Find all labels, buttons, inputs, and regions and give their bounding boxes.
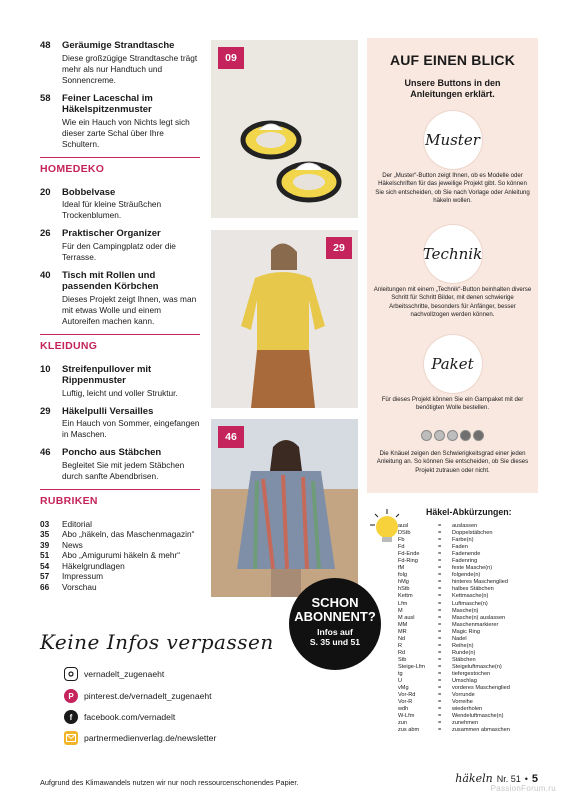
paket-button-icon bbox=[424, 335, 482, 393]
toc-title: Praktischer Organizer bbox=[62, 228, 161, 239]
abo-line: SCHON bbox=[311, 595, 359, 610]
toc-title: Poncho aus Stäbchen bbox=[62, 447, 162, 458]
abbreviation-equals: = bbox=[438, 699, 442, 706]
abbreviation-equals: = bbox=[438, 649, 442, 656]
abbreviation-meaning: folgende(n) bbox=[452, 572, 481, 579]
technik-label: Technik bbox=[422, 245, 483, 263]
abbreviation-meaning: Kettmasche(n) bbox=[452, 593, 489, 600]
toc-page-number: 46 bbox=[40, 447, 51, 458]
abbreviation-equals: = bbox=[438, 614, 442, 621]
abbreviation-equals: = bbox=[438, 678, 442, 685]
abbreviation-key: W-Lfm bbox=[398, 713, 415, 720]
pinterest-link[interactable] bbox=[64, 689, 264, 703]
yarn-ball-icon bbox=[447, 430, 458, 441]
abbreviation-key: Stb bbox=[398, 656, 407, 663]
yarn-ball-icon bbox=[460, 430, 471, 441]
abbreviation-row bbox=[398, 713, 538, 720]
rubric-label: Häkelgrundlagen bbox=[62, 560, 125, 571]
muster-label: Muster bbox=[425, 131, 480, 149]
toc-description: Dieses Projekt zeigt Ihnen, was man mit etwas Wolle und einem Autoreifen machen kann. bbox=[62, 293, 197, 326]
abbreviation-meaning: Masche(n) bbox=[452, 607, 479, 614]
abbreviation-meaning: Farbe(n) bbox=[452, 537, 474, 544]
abbreviation-equals: = bbox=[438, 579, 442, 586]
rubric-label: Editorial bbox=[62, 518, 92, 529]
abbreviation-row bbox=[398, 593, 538, 600]
abbreviations-list bbox=[398, 523, 538, 734]
abbreviation-key: hStb bbox=[398, 586, 410, 593]
rubric-label: News bbox=[62, 539, 83, 550]
rubric-page-number: 57 bbox=[40, 571, 50, 581]
social-heading: Keine Infos verpassen bbox=[40, 630, 274, 654]
technik-button-icon bbox=[424, 225, 482, 283]
abbreviation-row bbox=[398, 579, 538, 586]
rubric-item[interactable] bbox=[40, 529, 200, 540]
abbreviation-equals: = bbox=[438, 544, 442, 551]
abo-line: S. 35 und 51 bbox=[309, 637, 361, 647]
toc-title: Streifenpullover mit Rippenmuster bbox=[62, 363, 152, 386]
abbreviation-row bbox=[398, 601, 538, 608]
abbreviation-meaning: auslassen bbox=[452, 523, 478, 529]
abbreviation-equals: = bbox=[438, 586, 442, 593]
abbreviation-equals: = bbox=[438, 628, 442, 635]
abbreviation-meaning: Maschenmarkierer bbox=[452, 621, 499, 628]
facebook-url: facebook.com/vernadelt bbox=[84, 712, 176, 722]
rubric-label: Vorschau bbox=[62, 581, 97, 592]
abbreviation-row bbox=[398, 586, 538, 593]
abbreviation-row bbox=[398, 720, 538, 727]
abbreviation-meaning: Masche(n) auslassen bbox=[452, 614, 506, 621]
abbreviation-meaning: zusammen abmaschen bbox=[452, 727, 510, 734]
toc-title: Bobbelvase bbox=[62, 186, 116, 198]
abbreviation-meaning: tiefergestochen bbox=[452, 670, 491, 677]
toc-description: Wie ein Hauch von Nichts legt sich dieser zarte Schal über Ihre Schultern. bbox=[62, 116, 190, 149]
abbreviation-equals: = bbox=[438, 600, 442, 607]
page-badge: 46 bbox=[218, 426, 244, 448]
abbreviation-equals: = bbox=[438, 656, 442, 663]
abbreviation-meaning: Doppelstäbchen bbox=[452, 530, 493, 537]
toc-page-number: 40 bbox=[40, 269, 51, 281]
abbreviation-meaning: Magic Ring bbox=[452, 628, 480, 635]
abbreviation-row bbox=[398, 530, 538, 537]
abbreviation-equals: = bbox=[438, 720, 442, 727]
abbreviation-equals: = bbox=[438, 663, 442, 670]
subscription-badge[interactable] bbox=[289, 578, 381, 670]
abbreviation-equals: = bbox=[438, 642, 442, 649]
paket-label: Paket bbox=[431, 355, 474, 373]
abbreviation-key: Vor-Rd bbox=[398, 692, 416, 699]
abbreviation-meaning: vorderes Maschenglied bbox=[452, 685, 510, 692]
abbreviation-key: tg bbox=[398, 670, 403, 677]
abbreviation-key: M bbox=[398, 607, 403, 614]
toc-item[interactable] bbox=[40, 187, 200, 222]
toc-description: Diese großzügige Strandtasche trägt mehr als nur Handtuch und Sonnencreme. bbox=[62, 52, 198, 85]
abbreviation-meaning: Vorreihe bbox=[452, 699, 473, 706]
page-badge: 29 bbox=[326, 237, 352, 259]
info-box-subtitle-line: Unsere Buttons in den bbox=[404, 78, 501, 88]
abbreviation-key: wdh bbox=[398, 706, 409, 713]
newsletter-url: partnermedienverlag.de/newsletter bbox=[84, 733, 217, 743]
abbreviation-row bbox=[398, 706, 538, 713]
abbreviation-meaning: Fadenende bbox=[452, 551, 481, 558]
abbreviation-equals: = bbox=[438, 523, 442, 529]
page-number: 5 bbox=[531, 773, 538, 785]
rubric-page-number: 54 bbox=[40, 560, 50, 571]
newsletter-link[interactable] bbox=[64, 731, 264, 745]
info-box-subtitle-line: Anleitungen erklärt. bbox=[410, 89, 495, 99]
section-heading-rubriken: RUBRIKEN bbox=[40, 489, 200, 511]
abbreviation-key: U bbox=[398, 678, 403, 685]
abbreviation-row bbox=[398, 643, 538, 650]
abbreviation-meaning: Umschlag bbox=[452, 678, 477, 685]
abbreviation-key: zus abm bbox=[398, 727, 420, 734]
rubric-item[interactable] bbox=[40, 571, 200, 582]
toc-item[interactable] bbox=[40, 406, 200, 441]
toc-description: Für den Campingplatz oder die Terrasse. bbox=[62, 240, 176, 262]
section-heading-kleidung: KLEIDUNG bbox=[40, 334, 200, 356]
instagram-handle: vernadelt_zugenaeht bbox=[84, 669, 165, 679]
rubric-page-number: 66 bbox=[40, 581, 50, 592]
toc-item[interactable] bbox=[40, 228, 200, 263]
photo-baby-sandals[interactable] bbox=[211, 40, 358, 218]
abbreviation-key: zun bbox=[398, 720, 408, 727]
abbreviation-row bbox=[398, 692, 538, 699]
toc-description: Ein Hauch von Sommer, eingefangen in Maschen. bbox=[62, 418, 200, 439]
abbreviation-key: M ausl bbox=[398, 614, 415, 621]
abbreviation-key: Fd-Ende bbox=[398, 551, 420, 558]
abbreviation-meaning: Steigeluftmasche(n) bbox=[452, 663, 502, 670]
toc-description: Luftig, leicht und voller Struktur. bbox=[62, 387, 178, 398]
abbreviation-equals: = bbox=[438, 635, 442, 642]
info-box-subtitle bbox=[367, 78, 538, 100]
abbreviation-meaning: Runde(n) bbox=[452, 649, 476, 656]
abbreviation-row bbox=[398, 664, 538, 671]
abbreviation-key: Kettm bbox=[398, 593, 413, 600]
paket-explanation: Für dieses Projekt können Sie ein Garnpaket mit der benötigten Wolle bestellen. bbox=[381, 396, 524, 412]
abbreviation-row bbox=[398, 727, 538, 734]
abbreviation-equals: = bbox=[438, 558, 442, 565]
info-box-title: AUF EINEN BLICK bbox=[389, 52, 516, 68]
rubric-item[interactable] bbox=[40, 561, 200, 572]
abbreviation-row bbox=[398, 699, 538, 706]
technik-explanation: Anleitungen mit einem „Technik“-Button beinhalten diverse Schritt für Schritt Bilder, mit denen schwierige Arbeitsschritte, besonders für Anfänger, besser nachvollzogen werden können. bbox=[373, 286, 532, 318]
muster-button-icon bbox=[424, 111, 482, 169]
muster-explanation: Der „Muster“-Button zeigt Ihnen, ob es Modelle oder Häkelschriften für das jeweilige Projekt gibt. So können Sie sich entscheiden, ob Sie nach Vorlage oder Anleitung häkeln wollen. bbox=[375, 172, 530, 204]
photo-yellow-sweater[interactable] bbox=[211, 230, 358, 408]
toc-page-number: 26 bbox=[40, 228, 51, 239]
rubric-label: Impressum bbox=[62, 571, 104, 581]
difficulty-explanation: Die Knäuel zeigen den Schwierigkeitsgrad einer jeden Anleitung an. So können Sie entscheiden, ob Sie dieses Projekt zutrauen oder nicht. bbox=[376, 450, 529, 474]
abbreviations-title: Häkel-Abkürzungen: bbox=[426, 507, 512, 517]
rubric-label: Abo „häkeln, das Maschenmagazin“ bbox=[62, 529, 195, 539]
abbreviation-row bbox=[398, 551, 538, 558]
abbreviation-row bbox=[398, 572, 538, 579]
toc-item[interactable] bbox=[40, 93, 200, 150]
abbreviation-row bbox=[398, 671, 538, 678]
abbreviation-meaning: wiederholen bbox=[452, 706, 483, 713]
abbreviation-meaning: halbes Stäbchen bbox=[452, 586, 494, 593]
abbreviation-key: fM bbox=[398, 565, 405, 572]
toc-item[interactable] bbox=[40, 270, 200, 327]
facebook-link[interactable] bbox=[64, 710, 264, 724]
toc-page-number: 10 bbox=[40, 363, 51, 375]
abbreviation-equals: = bbox=[438, 670, 442, 677]
pinterest-url: pinterest.de/vernadelt_zugenaeht bbox=[84, 691, 212, 701]
mail-icon bbox=[64, 731, 78, 745]
abbreviation-row bbox=[398, 657, 538, 664]
abbreviation-row bbox=[398, 629, 538, 636]
abbreviation-key: R bbox=[398, 642, 403, 649]
abbreviation-row bbox=[398, 558, 538, 565]
abo-line: ABONNENT? bbox=[294, 609, 376, 624]
table-of-contents bbox=[40, 40, 200, 592]
rubric-item[interactable] bbox=[40, 550, 200, 561]
rubric-page-number: 51 bbox=[40, 550, 50, 560]
abbreviation-key: Steige-Lfm bbox=[398, 663, 426, 670]
abbreviation-key: vMg bbox=[398, 685, 409, 692]
paper-footnote: Aufgrund des Klimawandels nutzen wir nur noch ressourcenschonendes Papier. bbox=[40, 778, 299, 787]
abbreviation-key: folg bbox=[398, 572, 408, 579]
abbreviation-key: Fd bbox=[398, 544, 405, 551]
abbreviation-equals: = bbox=[438, 692, 442, 699]
instagram-link[interactable] bbox=[64, 667, 264, 681]
abbreviation-key: Vor-R bbox=[398, 699, 413, 706]
abbreviation-key: Fd-Ring bbox=[398, 558, 418, 565]
abbreviation-equals: = bbox=[438, 572, 442, 579]
toc-title: Tisch mit Rollen und passenden Körbchen bbox=[62, 269, 159, 292]
abbreviation-equals: = bbox=[438, 727, 442, 734]
abbreviation-key: Rd bbox=[398, 649, 406, 656]
abbreviation-key: MR bbox=[398, 628, 407, 635]
rubric-label: Abo „Amigurumi häkeln & mehr“ bbox=[62, 550, 181, 560]
abbreviation-equals: = bbox=[438, 530, 442, 537]
abbreviation-row bbox=[398, 636, 538, 643]
toc-page-number: 20 bbox=[40, 186, 51, 198]
info-box bbox=[367, 38, 538, 493]
page-badge: 09 bbox=[218, 47, 244, 69]
difficulty-yarn-balls bbox=[367, 430, 538, 441]
abbreviation-equals: = bbox=[438, 685, 442, 692]
abbreviation-equals: = bbox=[438, 713, 442, 720]
abbreviation-row bbox=[398, 537, 538, 544]
abbreviation-row bbox=[398, 608, 538, 615]
toc-page-number: 48 bbox=[40, 40, 51, 51]
abbreviation-meaning: zunehmen bbox=[452, 720, 479, 727]
abbreviation-row bbox=[398, 685, 538, 692]
issue-number: Nr. 51 bbox=[496, 774, 521, 784]
rubric-item[interactable] bbox=[40, 540, 200, 551]
yarn-ball-icon bbox=[434, 430, 445, 441]
abbreviation-equals: = bbox=[438, 621, 442, 628]
abbreviation-meaning: hinteres Maschenglied bbox=[452, 579, 508, 586]
abbreviation-equals: = bbox=[438, 706, 442, 713]
abbreviation-row bbox=[398, 622, 538, 629]
toc-description: Ideal für kleine Sträußchen Trockenblumen. bbox=[62, 199, 162, 220]
abbreviation-key: DStb bbox=[398, 530, 411, 537]
abbreviation-meaning: Faden bbox=[452, 544, 468, 551]
rubric-page-number: 35 bbox=[40, 529, 50, 539]
abbreviation-row bbox=[398, 650, 538, 657]
magazine-name: häkeln bbox=[455, 772, 493, 785]
abbreviation-row bbox=[398, 565, 538, 572]
toc-title: Häkelpulli Versailles bbox=[62, 405, 154, 417]
abbreviation-key: Nd bbox=[398, 635, 406, 642]
abbreviation-key: ausl bbox=[398, 523, 409, 529]
abbreviation-row bbox=[398, 523, 538, 530]
abbreviation-row bbox=[398, 544, 538, 551]
abbreviation-equals: = bbox=[438, 607, 442, 614]
watermark: PassionForum.ru bbox=[490, 784, 556, 793]
abbreviation-meaning: Wendeluftmasche(n) bbox=[452, 713, 504, 720]
abbreviation-equals: = bbox=[438, 565, 442, 572]
rubric-item[interactable] bbox=[40, 519, 200, 530]
abbreviation-meaning: Fadenring bbox=[452, 558, 478, 565]
rubric-item[interactable] bbox=[40, 582, 200, 593]
abbreviation-meaning: Vorrunde bbox=[452, 692, 475, 699]
abbreviation-meaning: Reihe(n) bbox=[452, 642, 474, 649]
toc-page-number: 29 bbox=[40, 405, 51, 417]
abbreviation-meaning: feste Masche(n) bbox=[452, 565, 493, 572]
photo-poncho[interactable] bbox=[211, 419, 358, 597]
yarn-ball-icon bbox=[421, 430, 432, 441]
abbreviation-key: Lfm bbox=[398, 600, 408, 607]
abbreviation-equals: = bbox=[438, 551, 442, 558]
yarn-ball-icon bbox=[473, 430, 484, 441]
toc-description: Begleitet Sie mit jedem Stäbchen durch sanfte Abendbrisen. bbox=[62, 459, 185, 481]
abbreviation-meaning: Luftmasche(n) bbox=[452, 600, 488, 607]
toc-title: Geräumige Strandtasche bbox=[62, 40, 175, 51]
rubric-page-number: 03 bbox=[40, 518, 50, 529]
abbreviation-meaning: Nadel bbox=[452, 635, 467, 642]
footer-bullet: • bbox=[524, 774, 528, 784]
abbreviation-row bbox=[398, 615, 538, 622]
abo-line: Infos auf bbox=[317, 627, 353, 637]
toc-item[interactable] bbox=[40, 364, 200, 399]
instagram-icon bbox=[64, 667, 78, 681]
abbreviation-meaning: Stäbchen bbox=[452, 656, 476, 663]
abbreviation-key: Fb bbox=[398, 537, 405, 544]
toc-page-number: 58 bbox=[40, 92, 51, 104]
abbreviation-equals: = bbox=[438, 537, 442, 544]
pinterest-icon: P bbox=[64, 689, 78, 703]
abbreviation-row bbox=[398, 678, 538, 685]
toc-title: Feiner Laceschal im Häkelspitzenmuster bbox=[62, 92, 153, 115]
facebook-icon: f bbox=[64, 710, 78, 724]
rubric-page-number: 39 bbox=[40, 539, 50, 550]
section-heading-homedeko: HOMEDEKO bbox=[40, 157, 200, 179]
toc-item[interactable] bbox=[40, 40, 200, 86]
abbreviation-key: hMg bbox=[398, 579, 409, 586]
abbreviation-key: MM bbox=[398, 621, 408, 628]
toc-item[interactable] bbox=[40, 447, 200, 482]
abbreviation-equals: = bbox=[438, 593, 442, 600]
